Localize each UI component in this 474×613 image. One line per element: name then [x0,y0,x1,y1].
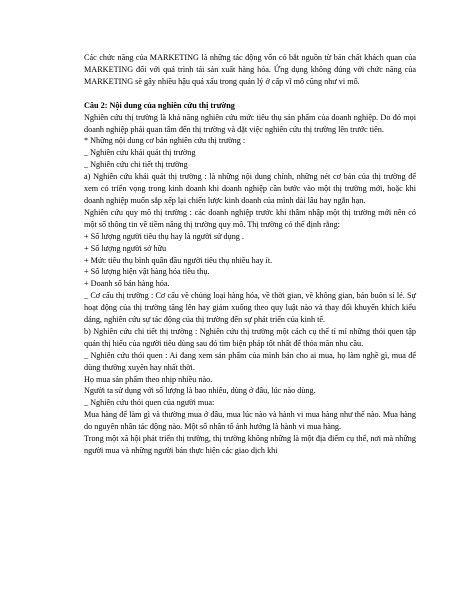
body-line: Họ mua sản phẩm theo nhịp nhiều nào. [84,374,213,384]
document-body [84,52,416,457]
list-item: + Số lượng người tiêu thụ hay là người sử dụng . [84,231,244,241]
body-line: _ Nghiên cứu khái quát thị trường [84,148,196,158]
body-paragraph: Trong một xã hội phát triển thị trường, thị trường không những là một địa điểm cụ thể, nơi mà những người mua và những người bán thực hiện các giao dịch khi [84,434,416,455]
list-item: + Doanh số bán hàng hóa. [84,279,170,289]
list-item: + Số lượng hiện vật hàng hóa tiêu thụ. [84,267,210,277]
body-paragraph: Mua hàng để làm gì và thường mua ở đâu, mua lúc nào và hành vi mua hàng như thế nào. Mua hàng do nguyên nhân tác động nào. Một số nhân tố ảnh hưởng là hành vi mua hàng. [84,410,416,432]
body-line: _ Nghiên cứu chi tiết thị trường [84,160,188,170]
list-item: + Mức tiêu thụ bình quân đầu người tiêu thụ nhiều hay ít. [84,255,273,265]
body-line: _ Nghiên cứu thói quen của người mua: [84,398,215,408]
body-paragraph: b) Nghiên cứu chi tiết thị trường : Nghiên cứu thị trường một cách cụ thể tỉ mỉ những thói quen tập quán thị hiếu của người tiêu dùng sau đó tìm biện pháp tốt nhất để thỏa mãn nhu cầu. [84,326,416,348]
list-item: + Số lượng người sở hữu [84,243,167,253]
body-paragraph: Nghiên cứu quy mô thị trường : các doanh nghiệp trước khi thâm nhập một thị trường mới nên có một số thông tin về tiềm năng thị trường quy mô. Thị trường có thể định rằng: [84,207,416,229]
body-line: * Những nội dung cơ bản nghiên cứu thị trường : [84,136,246,146]
body-paragraph: _ Nghiên cứu thói quen : Ai đang xem sản phẩm của mình bán cho ai mua, họ làm nghề gì, mua để dùng thường xuyên hay nhất thời. [84,350,416,372]
intro-paragraph: Các chức năng của MARKETING là những tác động vốn có bắt nguồn từ bản chất khách quan của MARKETING đối với quá trình tái sản xuất hàng hóa. Ứng dụng không đúng với chức năng của MARKETING sẽ gây nhiều hậu quả xấu trong quản lý ở cấp vĩ mô cũng như vi mô. [84,53,416,86]
body-line: Người ta sử dụng với số lượng là bao nhiêu, dùng ở đâu, lúc nào dùng. [84,386,316,396]
paragraph-gap [84,88,416,100]
body-paragraph: a) Nghiên cứu khái quát thị trường : là những nội dung chính, những nét cơ bản của thị trường để xem có triển vọng trong kinh doanh khi doanh nghiệp cần bước vào một thị trường mới, hoặc khi doanh nghiệp muốn sắp xếp lại chiến lược kinh doanh của mình dài lâu hay ngắn hạn. [84,172,416,205]
body-paragraph: _ Cơ cấu thị trường : Cơ cấu về chủng loại hàng hóa, về thời gian, về không gian, bán buôn sỉ lẻ. Sự hoạt động của thị trường tăng lên hay giảm xuống theo quy luật nào và thay đổi khuyến khích kiểu dáng, nghiên cứu sự tác động của thị trường đến sự phát triển của kinh tế. [84,291,416,325]
body-paragraph: Nghiên cứu thị trường là khả năng nghiên cứu mức tiêu thụ sản phẩm của doanh nghiệp. Do đó mọi doanh nghiệp phải quan tâm đến thị trường và đặt việc nghiên cứu thị trường lên trước tiên. [84,112,416,134]
section-heading: Câu 2: Nội dung của nghiên cứu thị trường [84,100,235,110]
